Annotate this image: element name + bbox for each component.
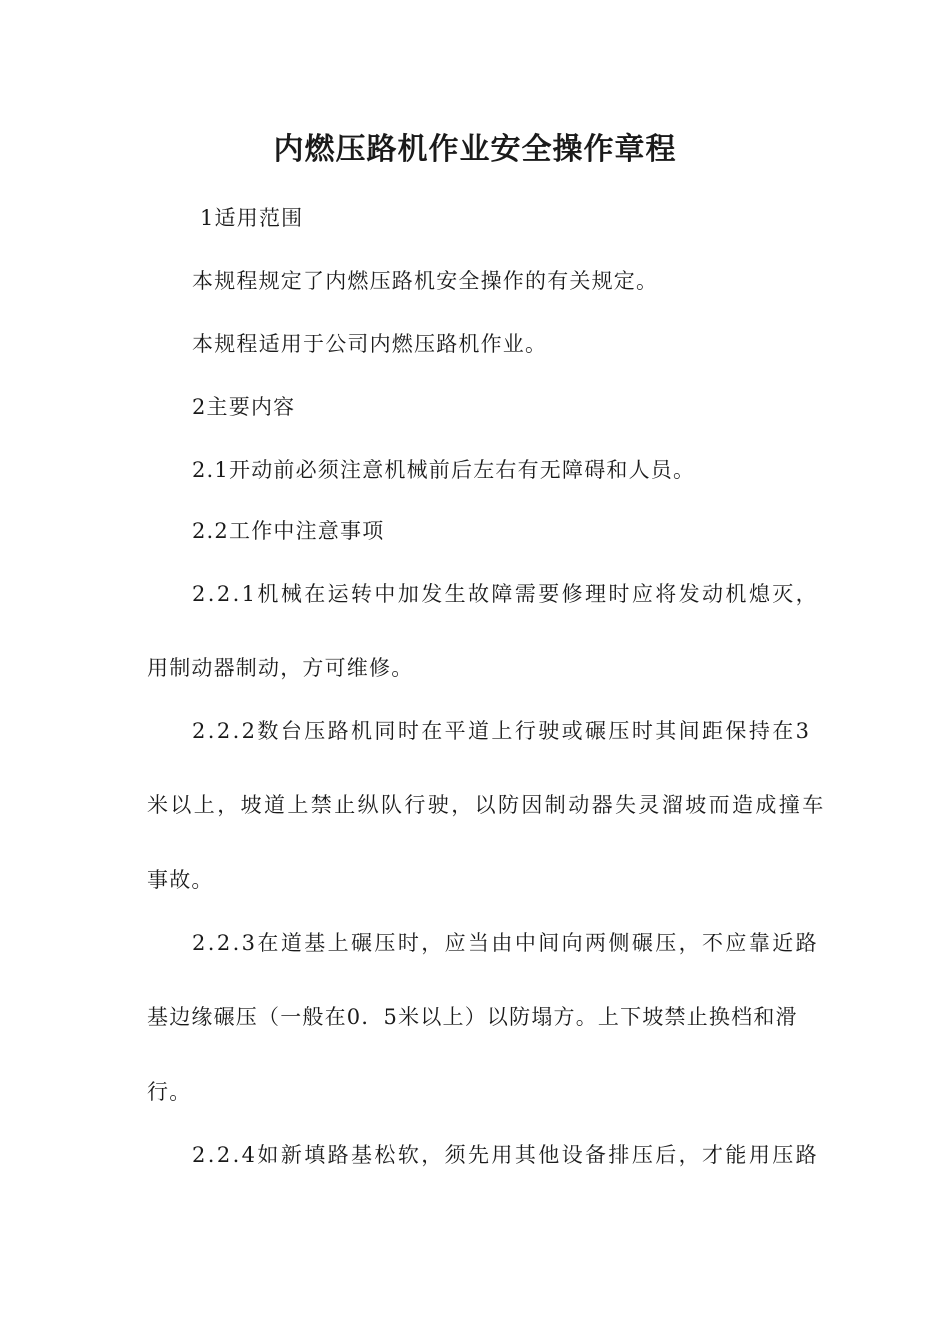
document-title: 内燃压路机作业安全操作章程 — [273, 132, 677, 167]
paragraph-line: 2.2.3在道基上碾压时，应当由中间向两侧碾压，不应靠近路 — [192, 931, 820, 955]
paragraph-line: 2.1开动前必须注意机械前后左右有无障碍和人员。 — [192, 458, 696, 482]
paragraph-line: 本规程适用于公司内燃压路机作业。 — [192, 332, 548, 356]
section-heading-2: 2主要内容 — [192, 395, 296, 419]
paragraph-line: 行。 — [147, 1080, 192, 1104]
paragraph-line: 本规程规定了内燃压路机安全操作的有关规定。 — [192, 269, 659, 293]
paragraph-line: 基边缘碾压（一般在0．5米以上）以防塌方。上下坡禁止换档和滑 — [147, 1005, 798, 1029]
paragraph-line: 2.2.4如新填路基松软，须先用其他设备排压后，才能用压路 — [192, 1143, 820, 1167]
paragraph-line: 事故。 — [147, 868, 214, 892]
paragraph-line: 用制动器制动，方可维修。 — [147, 656, 414, 680]
paragraph-line: 2.2.1机械在运转中加发生故障需要修理时应将发动机熄灭， — [192, 582, 820, 606]
section-heading-1: 1适用范围 — [200, 206, 304, 230]
paragraph-line: 米以上，坡道上禁止纵队行驶，以防因制动器失灵溜坡而造成撞车 — [147, 793, 826, 817]
paragraph-line: 2.2.2数台压路机同时在平道上行驶或碾压时其间距保持在3 — [192, 719, 812, 743]
subsection-heading: 2.2工作中注意事项 — [192, 519, 385, 543]
